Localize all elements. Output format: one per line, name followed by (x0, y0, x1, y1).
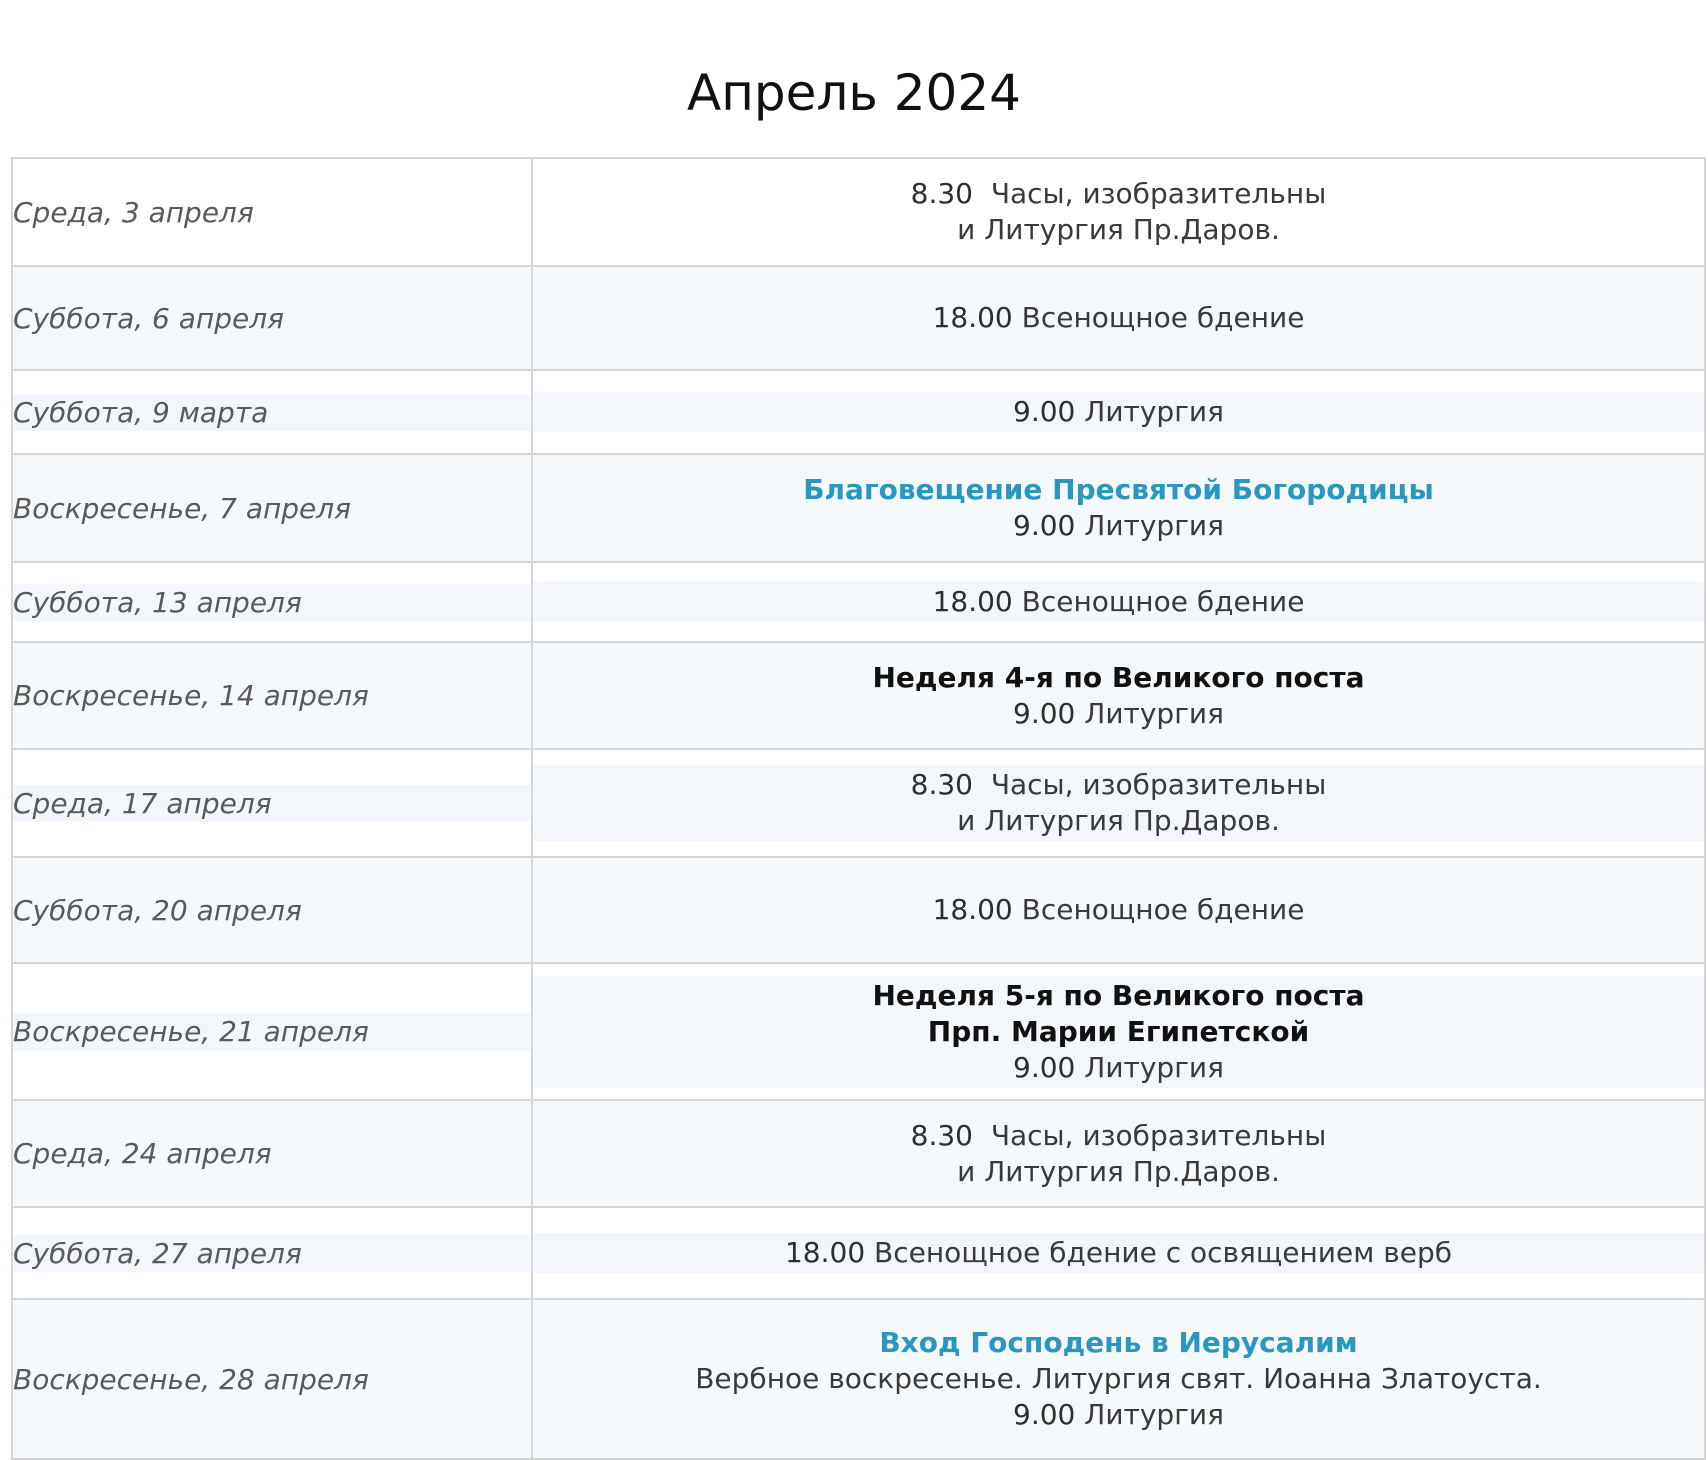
feast-subtitle: Прп. Марии Египетской (927, 1014, 1310, 1048)
event-text: Всенощное бдение (1021, 893, 1305, 926)
event-cell (532, 642, 1705, 749)
date-text: Воскресенье, 7 апреля (13, 491, 352, 525)
schedule-table (11, 157, 1706, 1460)
date-text: Суббота, 9 марта (13, 394, 531, 431)
table-row (12, 158, 1705, 266)
date-cell (12, 1100, 532, 1207)
event-subtitle: Вербное воскресенье. Литургия свят. Иоанна Златоуста. (695, 1362, 1542, 1395)
event-time: 18.00 (932, 301, 1013, 334)
event-text: Часы, изобразительны (990, 177, 1327, 210)
date-text: Среда, 24 апреля (13, 1137, 272, 1170)
date-text: Среда, 17 апреля (13, 785, 531, 822)
date-cell (12, 749, 532, 857)
date-text: Суббота, 20 апреля (13, 893, 302, 927)
event-text: Часы, изобразительны (990, 768, 1327, 801)
event-text: Литургия (1084, 696, 1224, 730)
event-text: и Литургия Пр.Даров. (957, 804, 1280, 837)
event-cell (532, 857, 1705, 963)
date-text: Суббота, 27 апреля (13, 1235, 531, 1272)
event-cell (532, 562, 1705, 642)
date-cell (12, 963, 532, 1100)
event-highlight (533, 582, 1704, 622)
event-text: Часы, изобразительны (990, 1118, 1327, 1152)
event-time: 9.00 (1013, 1398, 1076, 1431)
feast-title: Неделя 5-я по Великого поста (872, 978, 1365, 1012)
event-highlight (533, 976, 1704, 1088)
event-highlight (533, 765, 1704, 841)
table-row (12, 642, 1705, 749)
event-text: Литургия (1084, 1398, 1224, 1431)
date-text: Воскресенье, 14 апреля (13, 679, 369, 712)
event-cell (532, 749, 1705, 857)
event-line (533, 1050, 1704, 1086)
date-cell (12, 857, 532, 963)
event-text: и Литургия Пр.Даров. (957, 1154, 1280, 1188)
date-cell (12, 1207, 532, 1299)
event-cell (532, 963, 1705, 1100)
event-cell (532, 454, 1705, 562)
event-time: 8.30 (910, 177, 973, 210)
event-time: 9.00 (1013, 696, 1076, 730)
date-cell (12, 266, 532, 370)
event-cell (532, 370, 1705, 454)
event-line (533, 176, 1704, 212)
table-row (12, 266, 1705, 370)
date-cell (12, 370, 532, 454)
event-line (533, 508, 1704, 544)
event-text: Литургия (1084, 1050, 1224, 1084)
table-row (12, 454, 1705, 562)
date-text: Суббота, 6 апреля (13, 301, 284, 335)
event-text: Литургия (1084, 395, 1224, 428)
event-line (533, 892, 1704, 928)
event-line (533, 1118, 1704, 1154)
date-text: Воскресенье, 28 апреля (13, 1362, 369, 1396)
date-cell (12, 562, 532, 642)
date-text: Среда, 3 апреля (13, 195, 254, 229)
event-time: 18.00 (784, 1236, 866, 1269)
date-cell (12, 454, 532, 562)
event-time: 8.30 (910, 768, 973, 801)
event-cell (532, 1100, 1705, 1207)
feast-title: Неделя 4-я по Великого поста (872, 660, 1365, 694)
event-highlight (533, 392, 1704, 432)
table-row (12, 1207, 1705, 1299)
event-line (533, 1397, 1704, 1433)
event-cell (532, 1207, 1705, 1299)
event-text: Литургия (1084, 509, 1224, 542)
date-text: Воскресенье, 21 апреля (13, 1013, 531, 1050)
table-row (12, 963, 1705, 1100)
event-line (533, 767, 1704, 803)
event-text: Всенощное бдение (1021, 585, 1305, 618)
event-time: 18.00 (932, 585, 1013, 618)
date-cell (12, 642, 532, 749)
table-row (12, 1100, 1705, 1207)
date-text: Суббота, 13 апреля (13, 584, 531, 621)
event-time: 9.00 (1013, 1050, 1076, 1084)
event-time: 9.00 (1013, 395, 1076, 428)
page-title: Апрель 2024 (687, 64, 1021, 122)
event-cell (532, 266, 1705, 370)
table-row (12, 1299, 1705, 1459)
event-time: 8.30 (910, 1118, 973, 1152)
event-text: Всенощное бдение (1021, 301, 1305, 334)
table-row (12, 857, 1705, 963)
table-row (12, 370, 1705, 454)
date-cell (12, 1299, 532, 1459)
date-cell (12, 158, 532, 266)
feast-title: Благовещение Пресвятой Богородицы (803, 473, 1434, 506)
event-cell (532, 158, 1705, 266)
event-text: и Литургия Пр.Даров. (957, 213, 1280, 246)
event-time: 18.00 (932, 893, 1013, 926)
event-line (533, 696, 1704, 732)
event-line (533, 300, 1704, 336)
feast-title: Вход Господень в Иерусалим (879, 1326, 1358, 1359)
event-text: Всенощное бдение с освящением верб (874, 1236, 1453, 1269)
table-row (12, 562, 1705, 642)
event-cell (532, 1299, 1705, 1459)
event-time: 9.00 (1013, 509, 1076, 542)
event-highlight (533, 1233, 1704, 1273)
table-row (12, 749, 1705, 857)
